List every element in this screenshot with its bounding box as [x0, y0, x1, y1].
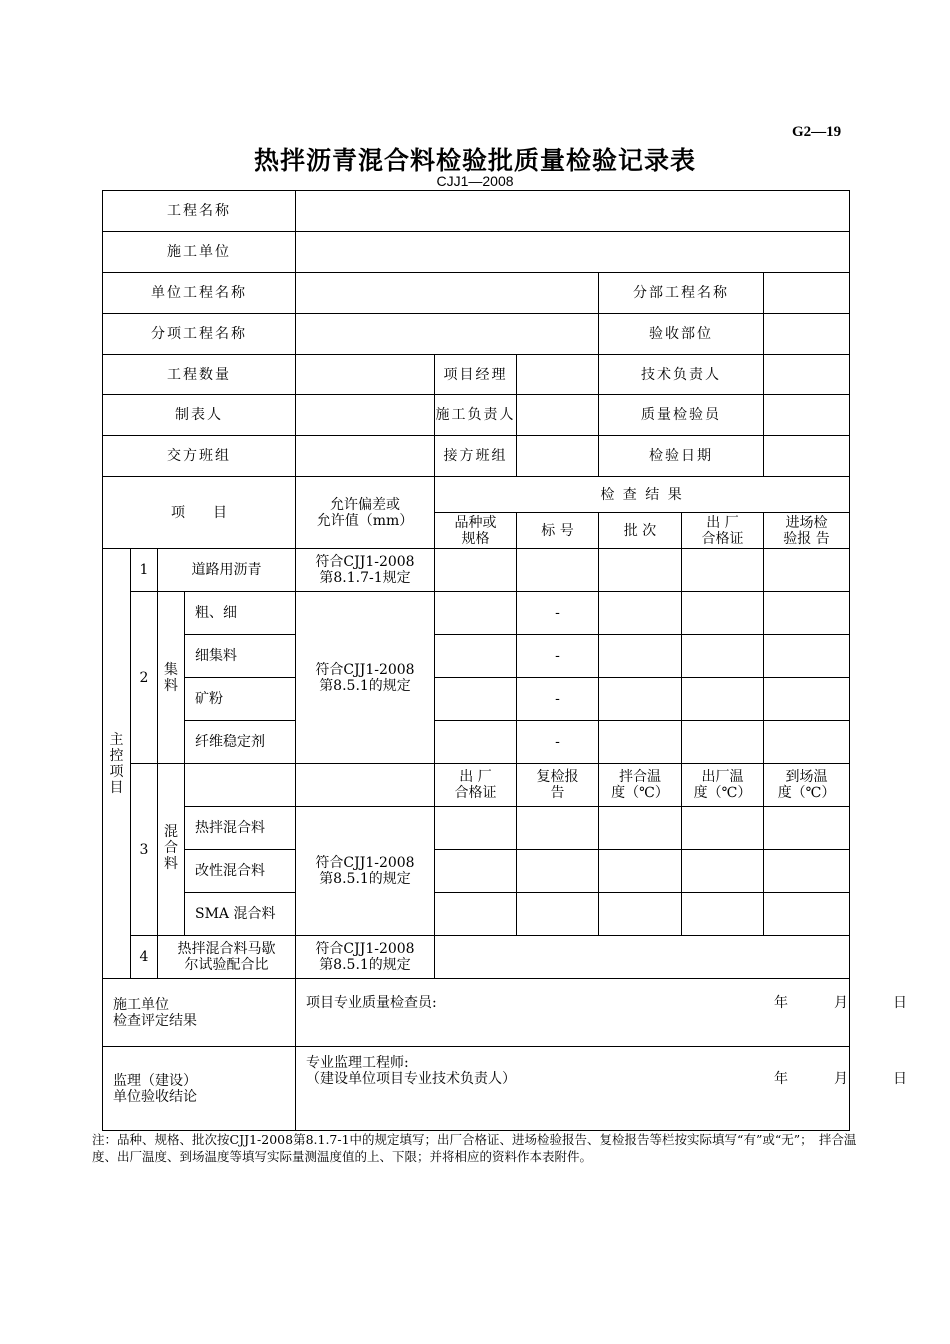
cell[interactable] — [435, 678, 517, 721]
supervision-month: 月 — [834, 1070, 848, 1087]
construction-year: 年 — [774, 994, 788, 1011]
item4-result[interactable] — [435, 936, 850, 979]
cell[interactable] — [599, 850, 682, 893]
col-grade: 标 号 — [517, 513, 599, 549]
label-construction-lead: 施工负责人 — [435, 395, 517, 436]
col-mixing-temperature: 拌合温 度（℃） — [599, 764, 682, 807]
item1-name: 道路用沥青 — [158, 549, 296, 592]
tolerance-header — [296, 477, 435, 549]
grade-dash: - — [517, 678, 599, 721]
results-header: 检 查 结 果 — [435, 477, 850, 513]
cell[interactable] — [599, 549, 682, 592]
item4-spec: 符合CJJ1-2008 第8.5.1的规定 — [296, 936, 435, 979]
label-construction-unit: 施工单位 — [103, 232, 296, 273]
item1-no: 1 — [131, 549, 158, 592]
col-factory-temperature: 出厂温 度（℃） — [682, 764, 764, 807]
label-inspection-date: 检验日期 — [599, 436, 764, 477]
item4-name: 热拌混合料马歇 尔试验配合比 — [158, 936, 296, 979]
cell[interactable] — [435, 549, 517, 592]
form-code: G2—19 — [792, 124, 842, 140]
field-quantity[interactable] — [296, 355, 435, 395]
field-acceptance-part[interactable] — [764, 314, 850, 355]
item3-row-sma-mix: SMA 混合料 — [185, 893, 296, 936]
item3-row-modified-mix: 改性混合料 — [185, 850, 296, 893]
label-tabulator: 制表人 — [103, 395, 296, 436]
col-factory-certificate-2: 出 厂 合格证 — [435, 764, 517, 807]
cell[interactable] — [682, 678, 764, 721]
cell[interactable] — [435, 807, 517, 850]
label-acceptance-part: 验收部位 — [599, 314, 764, 355]
cell[interactable] — [764, 549, 850, 592]
cell[interactable] — [682, 850, 764, 893]
cell[interactable] — [599, 721, 682, 764]
cell[interactable] — [517, 807, 599, 850]
item3-row-hot-mix: 热拌混合料 — [185, 807, 296, 850]
cell[interactable] — [599, 807, 682, 850]
cell — [185, 764, 296, 807]
supervision-signer: 专业监理工程师: （建设单位项目专业技术负责人） — [306, 1054, 516, 1087]
grade-dash: - — [517, 592, 599, 635]
grade-dash: - — [517, 635, 599, 678]
field-construction-unit[interactable] — [296, 232, 850, 273]
label-handover-team: 交方班组 — [103, 436, 296, 477]
col-recheck-report: 复检报 告 — [517, 764, 599, 807]
cell[interactable] — [599, 893, 682, 936]
cell[interactable] — [517, 549, 599, 592]
field-inspection-date[interactable] — [764, 436, 850, 477]
field-division-project-name[interactable] — [764, 273, 850, 314]
field-construction-lead[interactable] — [517, 395, 599, 436]
field-tabulator[interactable] — [296, 395, 435, 436]
footnote: 注：品种、规格、批次按CJJ1-2008第8.1.7-1中的规定填写；出厂合格证、进场检验报告、复检报告等栏按实际填写“有”或“无”； 拌合温度、出厂温度、到场温度等填写实际量测温度值的上、下限；并将相应的资料作本表附件。 — [92, 1132, 857, 1164]
construction-result-cell[interactable] — [296, 979, 907, 1047]
cell[interactable] — [682, 807, 764, 850]
item2-row-mineral-powder: 矿粉 — [185, 678, 296, 721]
cell[interactable] — [764, 893, 850, 936]
cell[interactable] — [682, 549, 764, 592]
construction-signer: 项目专业质量检查员: — [306, 994, 437, 1011]
label-unit-project-name: 单位工程名称 — [103, 273, 296, 314]
cell[interactable] — [435, 592, 517, 635]
item2-row-fiber-stabilizer: 纤维稳定剂 — [185, 721, 296, 764]
cell[interactable] — [682, 893, 764, 936]
item1-spec: 符合CJJ1-2008 第8.1.7-1规定 — [296, 549, 435, 592]
label-project-manager: 项目经理 — [435, 355, 517, 395]
supervision-result-cell[interactable] — [296, 1047, 907, 1131]
field-handover-team[interactable] — [296, 436, 435, 477]
cell[interactable] — [599, 678, 682, 721]
item-header: 项 目 — [103, 477, 296, 549]
label-project-name: 工程名称 — [103, 191, 296, 232]
cell[interactable] — [764, 807, 850, 850]
field-technical-lead[interactable] — [764, 355, 850, 395]
cell[interactable] — [517, 893, 599, 936]
page-title: 热拌沥青混合料检验批质量检验记录表 — [253, 146, 696, 175]
item3-no: 3 — [131, 764, 158, 936]
field-project-name[interactable] — [296, 191, 850, 232]
label-quantity: 工程数量 — [103, 355, 296, 395]
supervision-day: 日 — [893, 1070, 907, 1087]
col-arrival-temperature: 到场温 度（℃） — [764, 764, 850, 807]
label-division-project-name: 分部工程名称 — [599, 273, 764, 314]
cell[interactable] — [764, 592, 850, 635]
cell[interactable] — [764, 721, 850, 764]
col-entry-test-report: 进场检 验报 告 — [764, 513, 850, 549]
field-receiving-team[interactable] — [517, 436, 599, 477]
col-variety-spec: 品种或 规格 — [435, 513, 517, 549]
cell[interactable] — [764, 635, 850, 678]
col-batch: 批 次 — [599, 513, 682, 549]
label-subitem-project-name: 分项工程名称 — [103, 314, 296, 355]
item4-no: 4 — [131, 936, 158, 979]
mixture-label: 混 合 料 — [158, 764, 185, 936]
cell — [296, 764, 435, 807]
cell[interactable] — [435, 721, 517, 764]
construction-result-label: 施工单位 检查评定结果 — [103, 979, 296, 1047]
item2-no: 2 — [131, 592, 158, 764]
cell[interactable] — [764, 850, 850, 893]
inspection-table — [102, 190, 907, 1131]
cell[interactable] — [599, 592, 682, 635]
supervision-year: 年 — [774, 1070, 788, 1087]
cell[interactable] — [435, 635, 517, 678]
item2-spec: 符合CJJ1-2008 第8.5.1的规定 — [296, 592, 435, 764]
construction-day: 日 — [893, 994, 907, 1011]
main-control-label: 主 控 项 目 — [103, 549, 131, 979]
grade-dash: - — [517, 721, 599, 764]
construction-month: 月 — [834, 994, 848, 1011]
item2-row-coarse-fine: 粗、细 — [185, 592, 296, 635]
cell[interactable] — [517, 850, 599, 893]
label-quality-inspector: 质量检验员 — [599, 395, 764, 436]
cell[interactable] — [435, 893, 517, 936]
field-project-manager[interactable] — [517, 355, 599, 395]
label-receiving-team: 接方班组 — [435, 436, 517, 477]
standard-code: CJJ1—2008 — [436, 173, 514, 189]
label-technical-lead: 技术负责人 — [599, 355, 764, 395]
cell[interactable] — [435, 850, 517, 893]
col-factory-certificate: 出 厂 合格证 — [682, 513, 764, 549]
cell[interactable] — [682, 635, 764, 678]
field-subitem-project-name[interactable] — [296, 314, 599, 355]
cell[interactable] — [599, 635, 682, 678]
cell[interactable] — [682, 592, 764, 635]
cell[interactable] — [764, 678, 850, 721]
item2-row-fine-aggregate: 细集料 — [185, 635, 296, 678]
field-unit-project-name[interactable] — [296, 273, 599, 314]
tolerance-header-line1: 允许偏差或 — [330, 496, 400, 513]
cell[interactable] — [682, 721, 764, 764]
supervision-result-label: 监理（建设） 单位验收结论 — [103, 1047, 296, 1131]
field-quality-inspector[interactable] — [764, 395, 850, 436]
item3-spec: 符合CJJ1-2008 第8.5.1的规定 — [296, 807, 435, 936]
aggregate-label: 集 料 — [158, 592, 185, 764]
tolerance-header-line2: 允许值（mm） — [316, 512, 414, 529]
